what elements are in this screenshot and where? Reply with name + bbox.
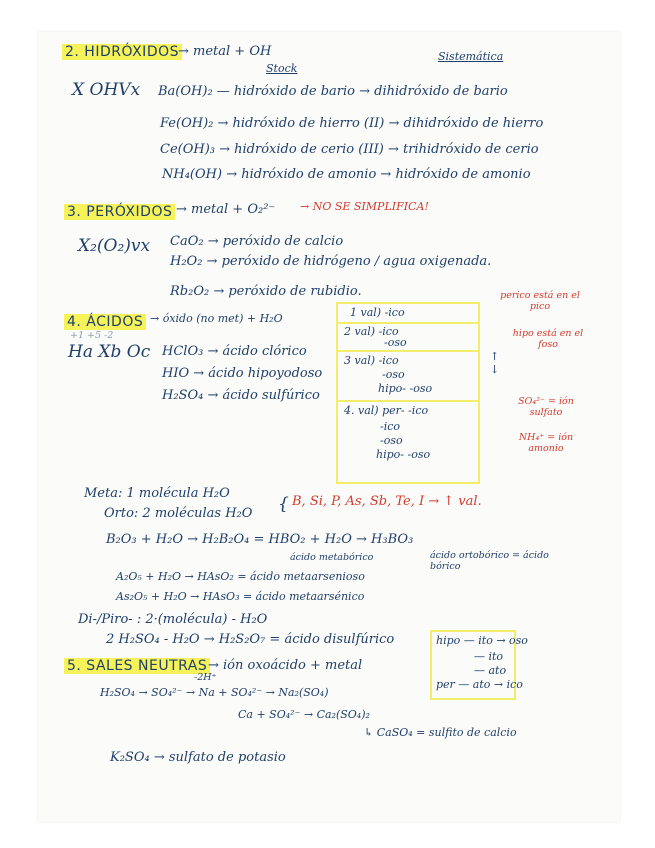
sulfito-calcio: ↳ CaSO₄ = sulfito de calcio [364,726,517,739]
sec2-row-2: Fe(OH)₂ → hidróxido de hierro (II) → dihidróxido de hierro [160,116,544,131]
val4-oso: -oso [380,434,403,447]
suffix-row-2: — ito [474,650,504,663]
sec2-row-3: Ce(OH)₃ → hidróxido de cerio (III) → trihidróxido de cerio [160,142,539,157]
perico-note: perico está en el pico [500,290,580,312]
sec2-formula: X OHVx [72,80,141,100]
valence-divider-2 [336,350,478,352]
sec2-row-1: Ba(OH)₂ — hidróxido de bario → dihidróxido de bario [158,84,508,99]
up-down-arrow-icon: ↑ ↓ [490,350,500,376]
brace-icon: { [278,494,289,514]
elements-list: B, Si, P, As, Sb, Te, I → ↑ val. [292,494,482,509]
boron-equation: B₂O₃ + H₂O → H₂B₂O₄ = HBO₂ + H₂O → H₃BO₃ [106,532,414,547]
sec4-row-3: H₂SO₄ → ácido sulfúrico [162,388,320,403]
ortoborico-label: ácido ortobórico = ácido bórico [430,550,549,572]
sec2-title: 2. HIDRÓXIDOS [62,44,182,60]
valence-divider-3 [336,400,478,402]
sec2-rule: → metal + OH [178,44,272,59]
sistematica-label: Sistemática [438,50,504,63]
orto-line: Orto: 2 moléculas H₂O [104,506,253,521]
notebook-page [38,32,620,822]
calcium-equation: Ca + SO₄²⁻ → Ca₂(SO₄)₂ [238,708,370,721]
val4-per: 4. val) per- -ico [344,404,429,417]
sec3-formula: X₂(O₂)vx [78,236,151,256]
valence-divider-1 [336,322,478,324]
sec4-title: 4. ÁCIDOS [64,314,146,330]
val4-hipo: hipo- -oso [376,448,431,461]
arsenioso-equation: A₂O₅ + H₂O → HAsO₂ = ácido metaarsenioso [116,570,365,583]
meta-line: Meta: 1 molécula H₂O [84,486,230,501]
val1-text: 1 val) -ico [350,306,405,319]
potasio-equation: K₂SO₄ → sulfato de potasio [110,750,286,765]
sec5-title: 5. SALES NEUTRAS [64,658,210,674]
sec3-rule: → metal + O₂²⁻ [176,202,276,217]
sec4-oxidation: +1 +5 -2 [70,330,114,341]
sec3-note: → NO SE SIMPLIFICA! [300,200,429,213]
suffix-row-1: hipo — ito → oso [436,634,528,647]
sec5-rule: → ión oxoácido + metal [208,658,363,673]
sec3-title: 3. PERÓXIDOS [64,204,175,220]
sec3-row-1: CaO₂ → peróxido de calcio [170,234,344,249]
val3-hipo: hipo- -oso [378,382,433,395]
metaborico-label: ácido metabórico [290,552,374,563]
sec4-formula: Ha Xb Oc [68,342,151,362]
sulfato-note: SO₄²⁻ = ión sulfato [518,396,574,418]
suffix-row-4: per — ato → ico [436,678,523,691]
sec4-row-2: HIO → ácido hipoyodoso [162,366,323,381]
dipiro-rule: Di-/Piro- : 2·(molécula) - H₂O [78,612,268,627]
val3-oso: -oso [382,368,405,381]
sec3-row-2: H₂O₂ → peróxido de hidrógeno / agua oxigenada. [170,254,492,269]
sec4-row-1: HClO₃ → ácido clórico [162,344,307,359]
val2-oso: -oso [384,336,407,349]
disulfurico-equation: 2 H₂SO₄ - H₂O → H₂S₂O₇ = ácido disulfúrico [106,632,395,647]
hipo-note: hipo está en el foso [512,328,584,350]
suffix-row-3: — ato [474,664,507,677]
val3-ico: 3 val) -ico [344,354,399,367]
stock-label: Stock [266,62,298,75]
val4-ico: -ico [380,420,401,433]
val2-ico: 2 val) -ico [344,325,399,338]
minus-2h-label: -2H⁺ [194,672,217,683]
amonio-note: NH₄⁺ = ión amonio [518,432,574,454]
sec4-rule: → óxido (no met) + H₂O [150,312,283,325]
arsenico-equation: As₂O₅ + H₂O → HAsO₃ = ácido metaarsénico [116,590,365,603]
sec3-row-3: Rb₂O₂ → peróxido de rubidio. [170,284,362,299]
sulfate-equation: H₂SO₄ → SO₄²⁻ → Na + SO₄²⁻ → Na₂(SO₄) [100,686,329,699]
sec2-row-4: NH₄(OH) → hidróxido de amonio → hidróxido de amonio [162,167,531,182]
